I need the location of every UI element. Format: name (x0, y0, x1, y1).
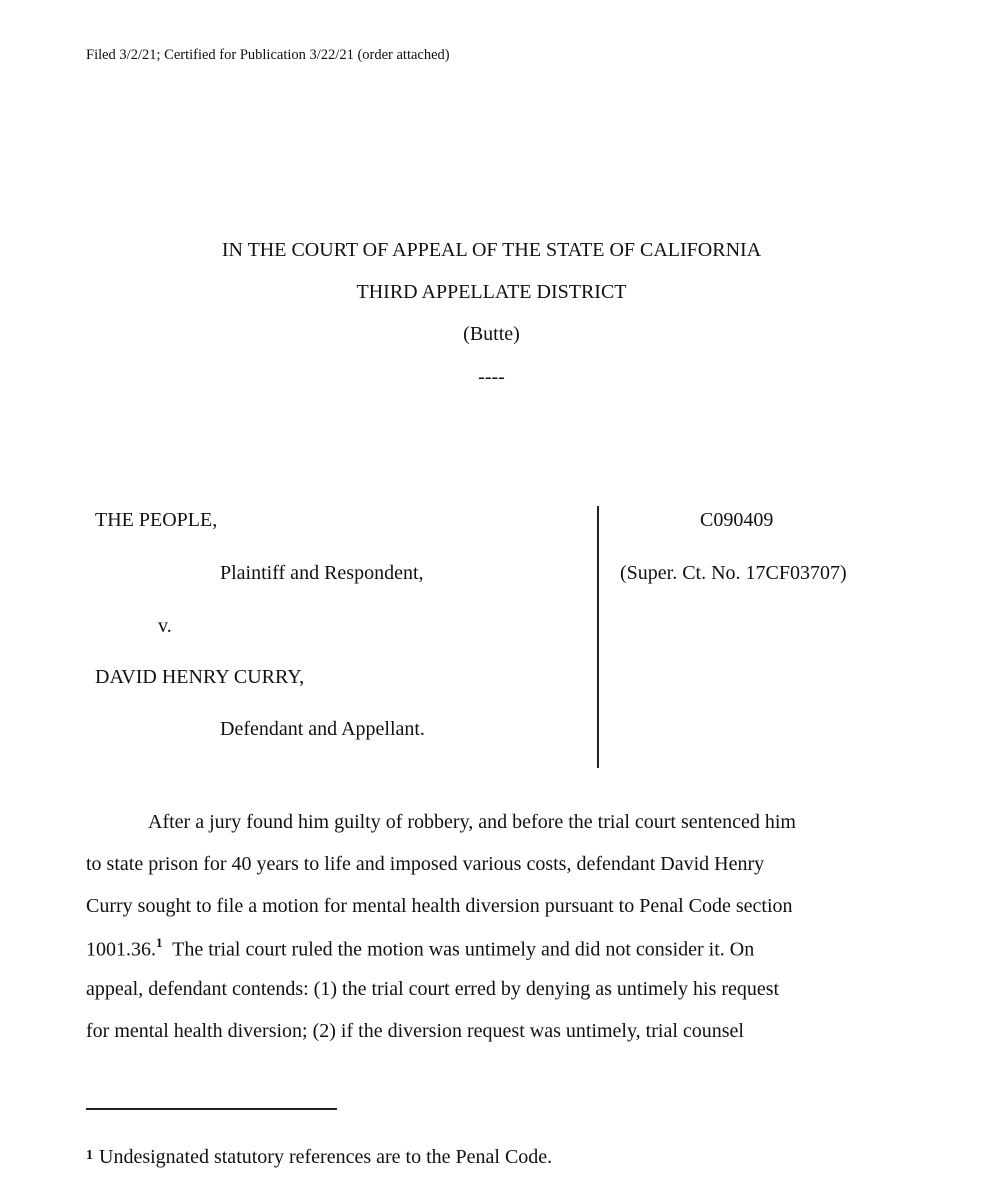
case-number: C090409 (700, 509, 774, 531)
versus-label: v. (158, 615, 172, 637)
plaintiff-role: Plaintiff and Respondent, (220, 562, 424, 584)
body-line: appeal, defendant contends: (1) the trial court erred by denying as untimely his request (86, 978, 780, 1000)
body-line: Curry sought to file a motion for mental health diversion pursuant to Penal Code section (86, 895, 793, 917)
statute-citation: 1001.36. (86, 938, 156, 961)
body-line: After a jury found him guilty of robbery, and before the trial court sentenced him (148, 811, 796, 833)
footnote-rule (86, 1108, 337, 1110)
footnote-reference[interactable]: 1 (156, 935, 163, 950)
heading-separator: ---- (478, 366, 505, 388)
superior-court-number: (Super. Ct. No. 17CF03707) (620, 562, 847, 584)
plaintiff-name: THE PEOPLE, (95, 509, 218, 531)
filing-notice: Filed 3/2/21; Certified for Publication 3/22/21 (order attached) (86, 47, 450, 63)
defendant-name: DAVID HENRY CURRY, (95, 666, 305, 688)
footnote-text: Undesignated statutory references are to the Penal Code. (99, 1146, 553, 1168)
body-line: to state prison for 40 years to life and imposed various costs, defendant David Henry (86, 853, 765, 875)
appellate-district: THIRD APPELLATE DISTRICT (356, 281, 627, 303)
caption-divider (597, 506, 599, 768)
body-line (86, 936, 754, 962)
county-name: (Butte) (463, 323, 520, 345)
court-title: IN THE COURT OF APPEAL OF THE STATE OF CALIFORNIA (221, 239, 762, 261)
footnote (86, 1146, 552, 1169)
body-sentence: The trial court ruled the motion was untimely and did not consider it. On (172, 938, 755, 961)
body-line: for mental health diversion; (2) if the diversion request was untimely, trial counsel (86, 1020, 744, 1042)
defendant-role: Defendant and Appellant. (220, 718, 425, 740)
footnote-number: 1 (86, 1148, 93, 1163)
